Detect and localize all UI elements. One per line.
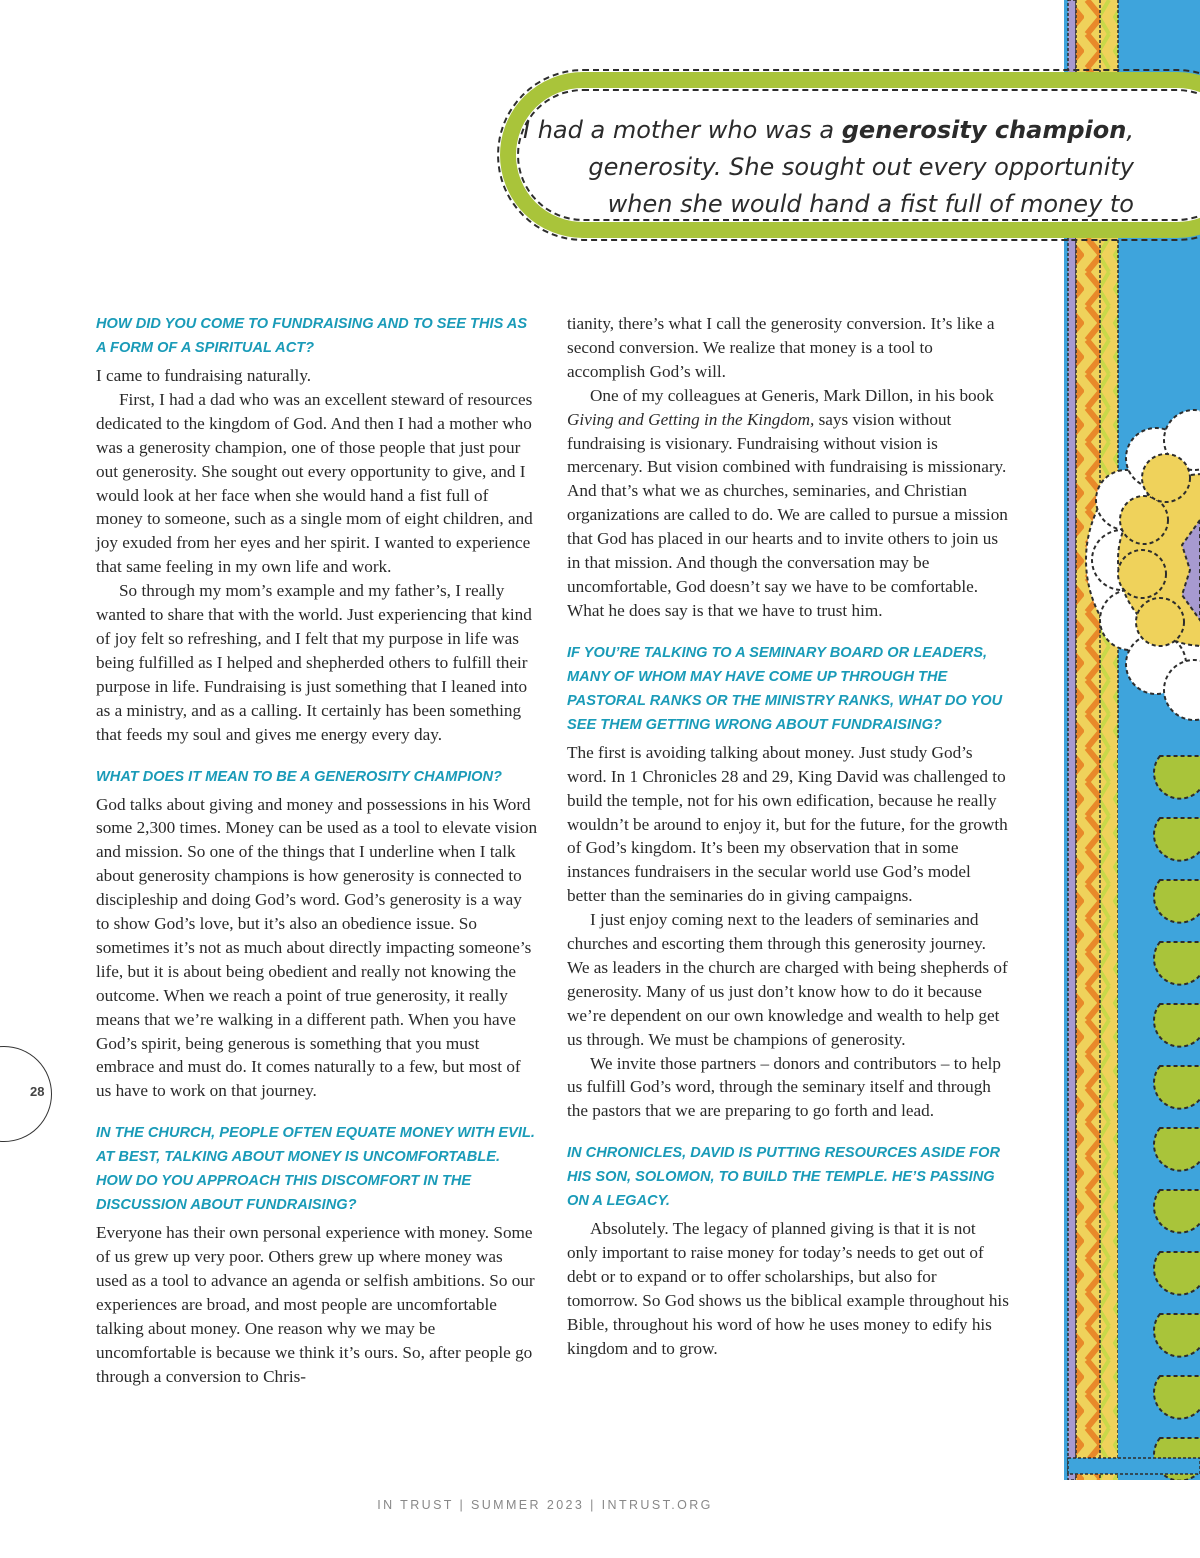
pull-quote-line-1: I had a mother who was a generosity champion, bbox=[523, 116, 1134, 144]
page-footer: IN TRUST | SUMMER 2023 | INTRUST.ORG bbox=[377, 1498, 713, 1512]
article-column-right bbox=[567, 312, 1009, 1361]
interview-question: IN CHRONICLES, DAVID IS PUTTING RESOURCES ASIDE FOR HIS SON, SOLOMON, TO BUILD THE TEMPLE. HE’S PASSING ON A LEGACY. bbox=[567, 1145, 1000, 1210]
pull-quote-line-3: when she would hand a fist full of money to bbox=[607, 190, 1134, 218]
answer-paragraph: One of my colleagues at Generis, Mark Dillon, in his book Giving and Getting in the Kingdom, says vision without fundraising is visionary. Fundraising without vision is mercenary. But vision combined with fundraising is missionary. And that’s what we as churches, seminaries, and Christian organizations are called to do. We are called to pursue a mission that God has placed in our hearts and to invite others to join us in that mission. And though the conversation may be uncomfortable, God doesn’t say we have to be comfortable. What he does say is that we have to trust him. bbox=[567, 385, 1008, 620]
pull-quote-frame bbox=[500, 72, 1200, 238]
interview-question: HOW DID YOU COME TO FUNDRAISING AND TO SEE THIS AS A FORM OF A SPIRITUAL ACT? bbox=[96, 316, 528, 356]
answer-paragraph: First, I had a dad who was an excellent steward of resources dedicated to the kingdom of God. And then I had a mother who was a generosity champion, one of those people that just pour out generosity. She sought out every opportunity to give, and I would look at her face when she would hand a fist full of money to someone, such as a single mom of eight children, and joy exuded from her eyes and her spirit. I wanted to experience that same feeling in my own life and work. bbox=[96, 389, 533, 577]
answer-paragraph: So through my mom’s example and my father’s, I really wanted to share that with the world. Just experiencing that kind of joy felt so refreshing, and I felt that my purpose in life was being fulfilled as I helped and shepherded others to fulfill their purpose in life. Fundraising is just something that I leaned into as a ministry, and as a calling. It certainly has been something that feeds my soul and gives me energy every day. bbox=[96, 581, 532, 744]
answer-paragraph: Everyone has their own personal experience with money. Some of us grew up very poor. Others grew up where money was used as a tool to advance an agenda or selfish ambitions. So our experiences are broad, and most people are uncomfortable talking about money. One reason why we may be uncomfortable is because we think it’s ours. So, after people go through a conversion to Chris- bbox=[96, 1223, 535, 1386]
pull-quote-line-2: generosity. She sought out every opportunity bbox=[588, 153, 1134, 181]
answer-paragraph: tianity, there’s what I call the generosity conversion. It’s like a second conversion. We realize that money is a tool to accomplish God’s will. bbox=[567, 314, 995, 381]
book-title: Giving and Getting in the Kingdom, bbox=[567, 409, 815, 429]
answer-paragraph: Absolutely. The legacy of planned giving is that it is not only important to raise money for today’s needs to get out of debt or to expand or to offer scholarships, but also for tomorrow. So God shows us the biblical example throughout his Bible, throughout his word of how he uses money to edify his kingdom and to grow. bbox=[567, 1219, 1009, 1358]
article-column-left bbox=[96, 312, 538, 1389]
interview-question: IN THE CHURCH, PEOPLE OFTEN EQUATE MONEY WITH EVIL. AT BEST, TALKING ABOUT MONEY IS UNCOMFORTABLE. HOW DO YOU APPROACH THIS DISCOMFORT IN THE DISCUSSION ABOUT FUNDRAISING? bbox=[96, 1125, 535, 1214]
answer-paragraph: I came to fundraising naturally. bbox=[96, 366, 312, 385]
answer-paragraph: God talks about giving and money and possessions in his Word some 2,300 times. Money can be used as a tool to elevate vision and mission. So one of the things that I underline when I talk about generosity champions is how generosity is connected to discipleship and doing God’s word. God’s generosity is a way to show God’s love, but it’s also an obedience issue. So sometimes it’s not as much about directly impacting someone’s life, but it is about being obedient and really not knowing the outcome. When we reach a point of true generosity, it really means that we’re walking in a different path. When you have God’s spirit, being generous is something that you must embrace and must do. It comes naturally to a few, but most of us have to work on that journey. bbox=[96, 794, 538, 1101]
answer-paragraph: I just enjoy coming next to the leaders of seminaries and churches and escorting them through this generosity journey. We as leaders in the church are charged with being shepherds of generosity. Many of us just don’t know how to do it because we’re dependent on our own knowledge and wealth to help get us through. We must be champions of generosity. bbox=[567, 910, 1008, 1049]
answer-paragraph: We invite those partners – donors and contributors – to help us fulfill God’s word, through the seminary itself and through the pastors that we are preparing to go forth and lead. bbox=[567, 1053, 1002, 1121]
pull-quote bbox=[494, 112, 1134, 223]
interview-question: IF YOU’RE TALKING TO A SEMINARY BOARD OR LEADERS, MANY OF WHOM MAY HAVE COME UP THROUGH THE PASTORAL RANKS OR THE MINISTRY RANKS, WHAT DO YOU SEE THEM GETTING WRONG ABOUT FUNDRAISING? bbox=[567, 644, 1003, 733]
interview-question: WHAT DOES IT MEAN TO BE A GENEROSITY CHAMPION? bbox=[96, 768, 502, 785]
answer-paragraph: The first is avoiding talking about money. Just study God’s word. In 1 Chronicles 28 and 29, King David was challenged to build the temple, not for his own edification, because he really wouldn’t be around to enjoy it, but for the future, for the growth of God’s kingdom. It’s been my observation that in some instances fundraisers in the secular world use God’s model better than the seminaries do in giving campaigns. bbox=[567, 742, 1008, 906]
page-number: 28 bbox=[30, 1084, 45, 1099]
